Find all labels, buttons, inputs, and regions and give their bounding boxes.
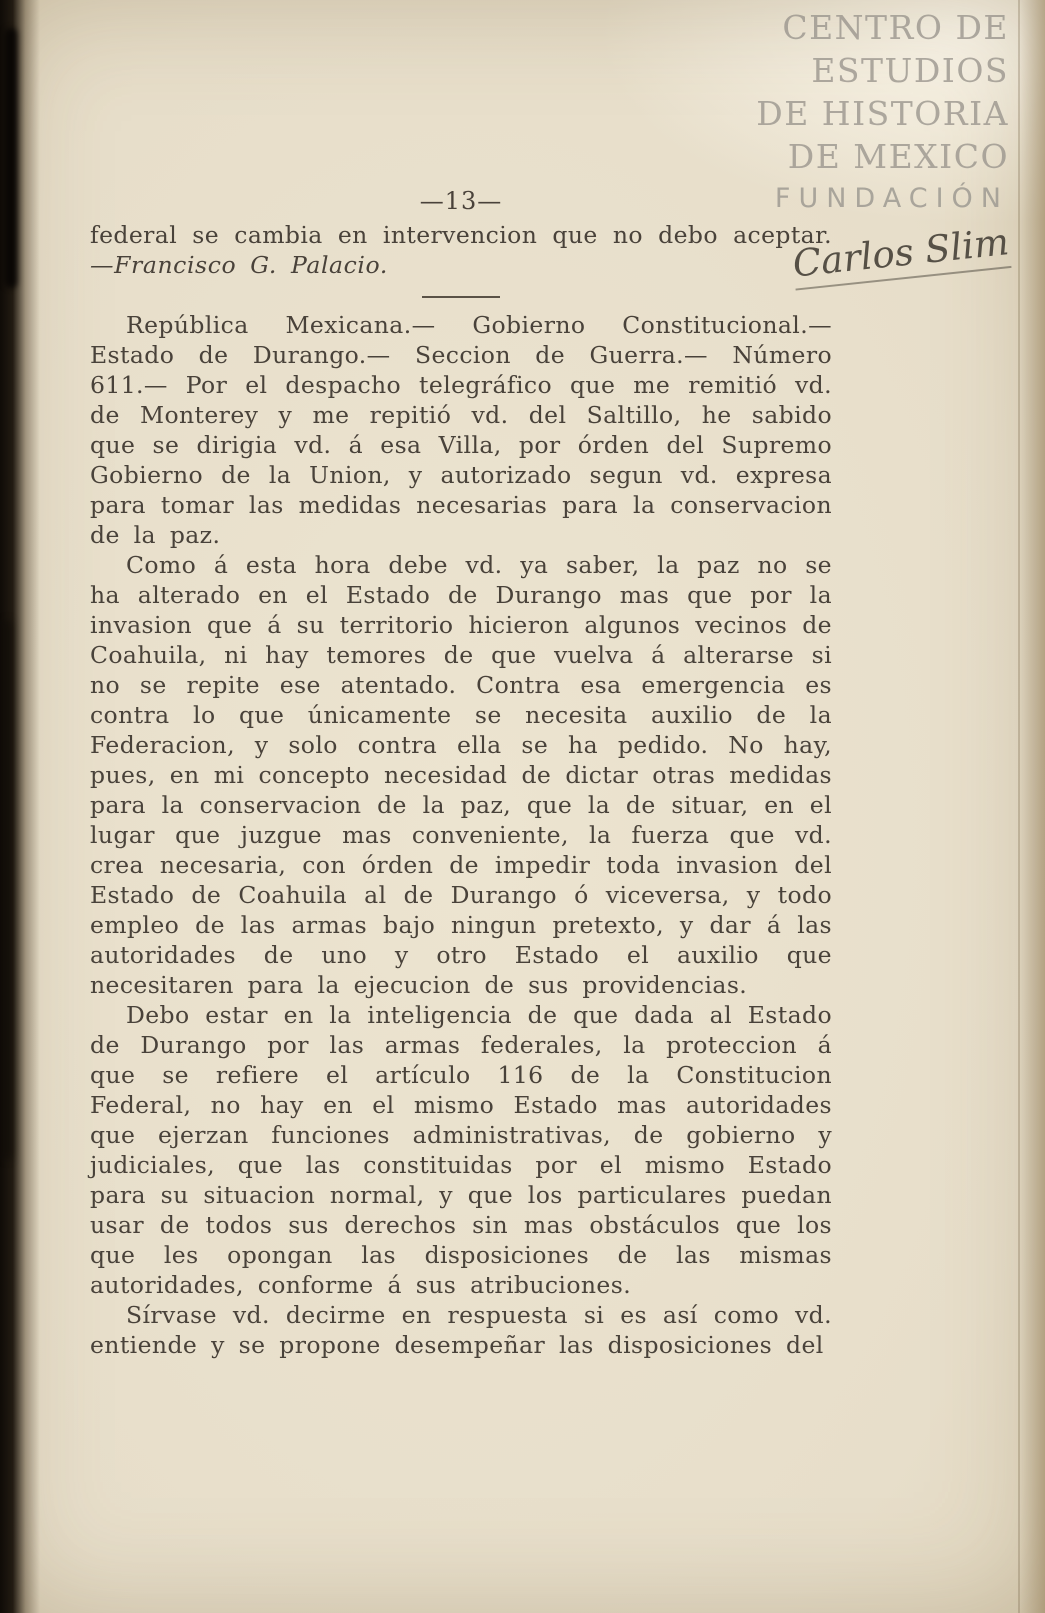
- body-paragraph: Debo estar en la inteligencia de que dada al Estado de Durango por las armas federales, la proteccion á que se refiere el artículo 116 de la Constitucion Federal, no hay en el mismo Estado mas autoridades que ejerzan funciones administrativas, de gobierno y judiciales, que las constituidas por el mismo Estado para su situacion normal, y que los particulares puedan usar de todos sus derechos sin mas obstáculos que los que les opongan las disposiciones de las mismas autoridades, conforme á sus atribuciones.: [90, 1001, 832, 1299]
- page-right-edge: [1019, 0, 1045, 1613]
- page-number: —13—: [419, 187, 503, 215]
- body-paragraph: Sírvase vd. decirme en respuesta si es así como vd. entiende y se propone desempeñar las disposiciones del: [90, 1301, 832, 1359]
- watermark-line: CENTRO DE: [782, 8, 1009, 47]
- watermark-foundation: FUNDACIÓN: [774, 183, 1009, 214]
- carryover-text: federal se cambia en intervencion que no debo aceptar.: [90, 221, 832, 249]
- body-paragraph: República Mexicana.— Gobierno Constitucional.— Estado de Durango.— Seccion de Guerra.— Número 611.— Por el despacho telegráfico que me remitió vd. de Monterey y me repitió vd. del Saltillo, he sabido que se dirigia vd. á esa Villa, por órden del Supremo Gobierno de la Union, y autorizado segun vd. expresa para tomar las medidas necesarias para la conservacion de la paz.: [90, 311, 832, 549]
- binding-shadow-bottom: [3, 620, 12, 1160]
- watermark-line: ESTUDIOS: [811, 51, 1009, 90]
- letter-signature: —Francisco G. Palacio.: [90, 251, 388, 279]
- carryover-paragraph: [90, 220, 832, 280]
- watermark-line: DE HISTORIA: [756, 94, 1009, 133]
- watermark-handwritten-signature: Carlos Slim: [791, 220, 1012, 290]
- body-paragraph: Como á esta hora debe vd. ya saber, la paz no se ha alterado en el Estado de Durango mas que por la invasion que á su territorio hicieron algunos vecinos de Coahuila, ni hay temores de que vuelva á alterarse si no se repite ese atentado. Contra esa emergencia es contra lo que únicamente se necesita auxilio de la Federacion, y solo contra ella se ha pedido. No hay, pues, en mi concepto necesidad de dictar otras medidas para la conservacion de la paz, que la de situar, en el lugar que juzgue mas conveniente, la fuerza que vd. crea necesaria, con órden de impedir toda invasion del Estado de Coahuila al de Durango ó viceversa, y todo empleo de las armas bajo ningun pretexto, y dar á las autoridades de uno y otro Estado el auxilio que necesitaren para la ejecucion de sus providencias.: [90, 551, 832, 999]
- watermark-line: DE MEXICO: [787, 137, 1009, 176]
- section-divider: [422, 296, 500, 298]
- book-binding-edge: [0, 0, 40, 1613]
- document-text-block: [90, 186, 832, 1360]
- binding-shadow-top: [5, 28, 17, 288]
